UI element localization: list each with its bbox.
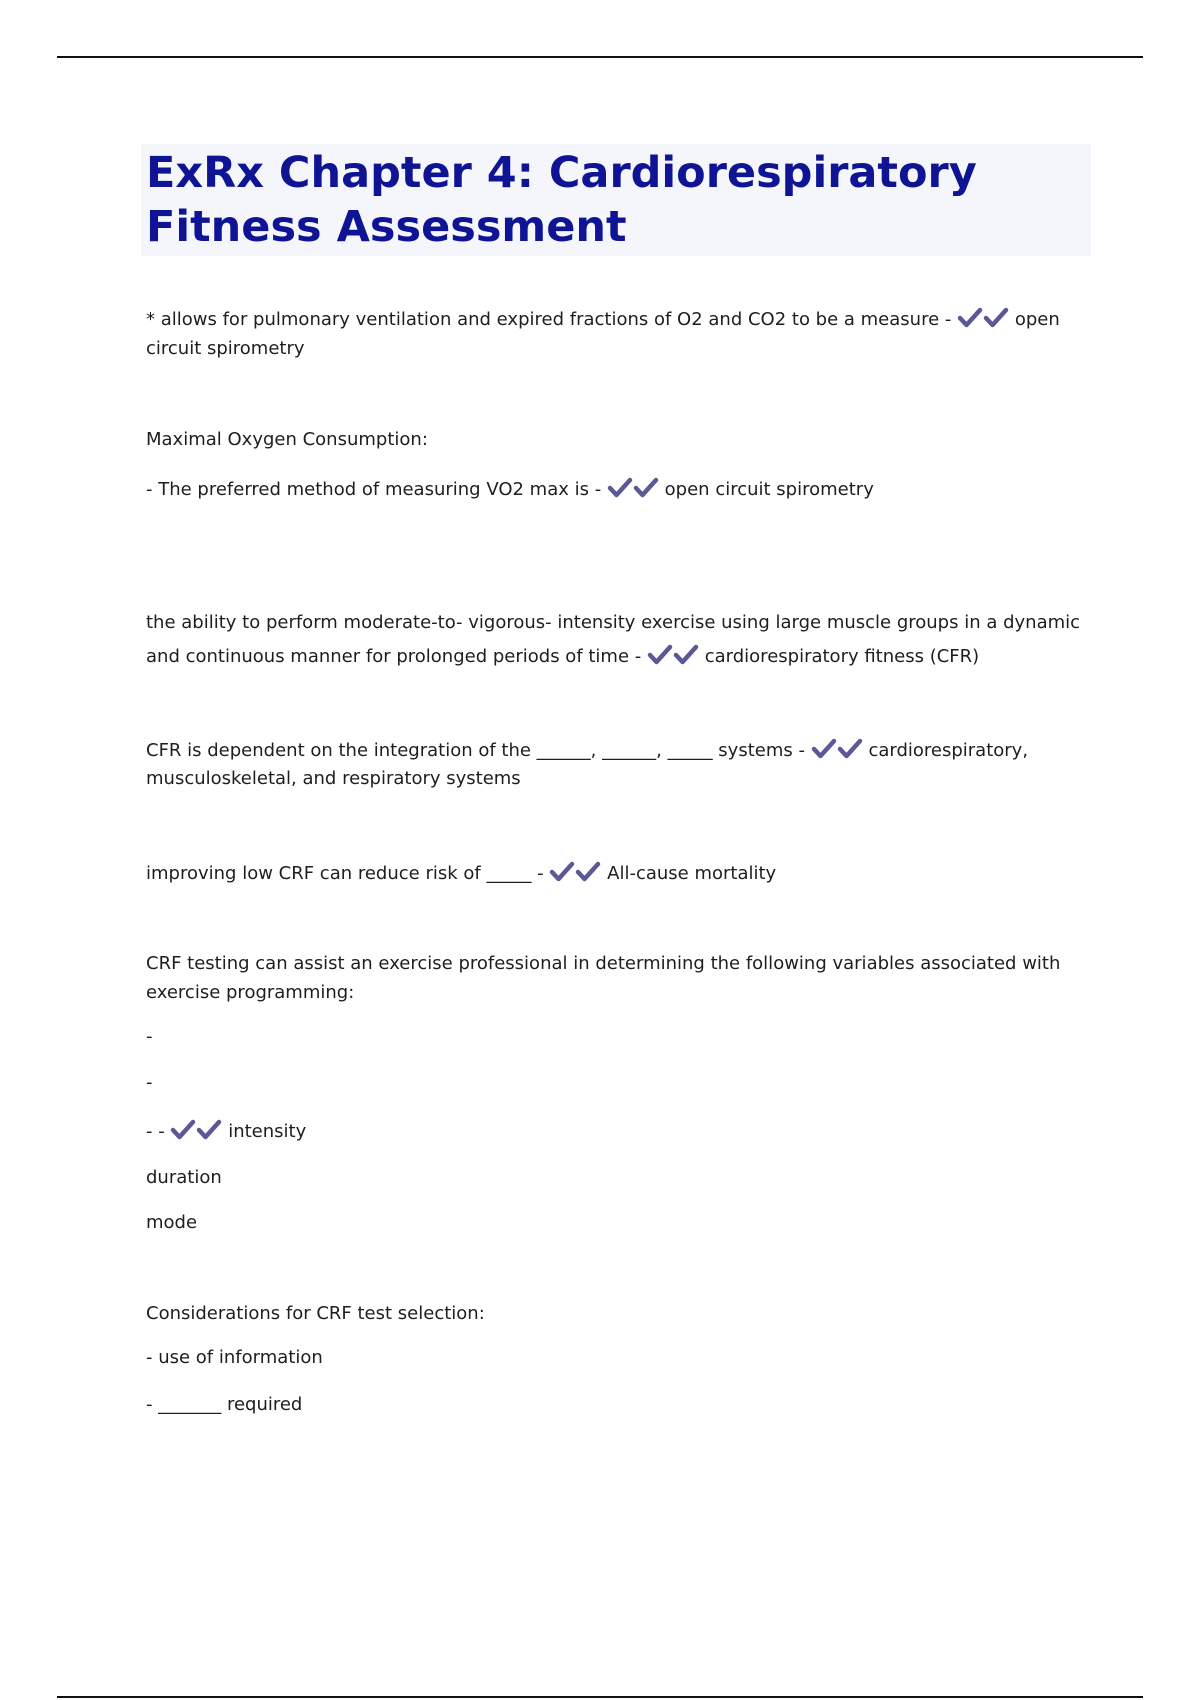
card-1-question bbox=[146, 307, 1060, 332]
card-6-blank-1: - bbox=[146, 1026, 153, 1047]
check-mark-icon bbox=[549, 861, 575, 883]
card-3-question-line-1: the ability to perform moderate-to- vigorous- intensity exercise using large muscle groups in a dynamic bbox=[146, 612, 1081, 633]
check-mark-icon bbox=[983, 307, 1009, 329]
card-1-question-text: * allows for pulmonary ventilation and expired fractions of O2 and CO2 to be a measure - bbox=[146, 309, 952, 330]
card-6-question-text: - - bbox=[146, 1121, 165, 1142]
document-title-line-1: ExRx Chapter 4: Cardiorespiratory bbox=[146, 148, 977, 198]
card-4-answer-continued: musculoskeletal, and respiratory systems bbox=[146, 768, 521, 789]
check-mark-icon bbox=[633, 477, 659, 499]
check-mark-icon bbox=[811, 738, 837, 760]
card-4-answer: cardiorespiratory, bbox=[868, 740, 1029, 761]
check-mark-icon bbox=[837, 738, 863, 760]
check-mark-icon bbox=[607, 477, 633, 499]
card-6-question-line-5 bbox=[146, 1119, 306, 1144]
card-1-answer-continued: circuit spirometry bbox=[146, 338, 305, 359]
card-6-answer: intensity bbox=[228, 1121, 307, 1142]
card-6-question-line-1: CRF testing can assist an exercise professional in determining the following variables associated with bbox=[146, 953, 1061, 974]
card-1-answer: open bbox=[1014, 309, 1060, 330]
card-2-question bbox=[146, 477, 874, 502]
card-7-heading: Considerations for CRF test selection: bbox=[146, 1303, 485, 1324]
card-6-answer-duration: duration bbox=[146, 1167, 222, 1188]
card-3-answer: cardiorespiratory fitness (CFR) bbox=[704, 646, 980, 667]
card-5-answer: All-cause mortality bbox=[607, 863, 777, 884]
card-2-heading: Maximal Oxygen Consumption: bbox=[146, 429, 428, 450]
card-2-question-text: - The preferred method of measuring VO2 max is - bbox=[146, 479, 602, 500]
document-title-line-2: Fitness Assessment bbox=[146, 202, 627, 252]
check-mark-icon bbox=[196, 1119, 222, 1141]
card-6-blank-2: - bbox=[146, 1072, 153, 1093]
bottom-rule bbox=[57, 1696, 1143, 1698]
check-mark-icon bbox=[957, 307, 983, 329]
card-6-question-line-2: exercise programming: bbox=[146, 982, 355, 1003]
check-mark-icon bbox=[647, 644, 673, 666]
check-mark-icon bbox=[170, 1119, 196, 1141]
check-mark-icon bbox=[575, 861, 601, 883]
card-7-line-2: - use of information bbox=[146, 1347, 323, 1368]
card-4-question-text: CFR is dependent on the integration of the ______, ______, _____ systems - bbox=[146, 740, 805, 761]
check-mark-icon bbox=[673, 644, 699, 666]
card-3-question-text: and continuous manner for prolonged periods of time - bbox=[146, 646, 642, 667]
title-banner bbox=[141, 144, 1091, 256]
card-4-question bbox=[146, 738, 1028, 763]
card-5-question-text: improving low CRF can reduce risk of _____ - bbox=[146, 863, 544, 884]
card-6-answer-mode: mode bbox=[146, 1212, 198, 1233]
card-5-question bbox=[146, 861, 776, 886]
card-2-answer: open circuit spirometry bbox=[664, 479, 874, 500]
card-3-question-line-2 bbox=[146, 644, 979, 669]
top-rule bbox=[57, 56, 1143, 58]
card-7-line-3: - _______ required bbox=[146, 1394, 303, 1415]
